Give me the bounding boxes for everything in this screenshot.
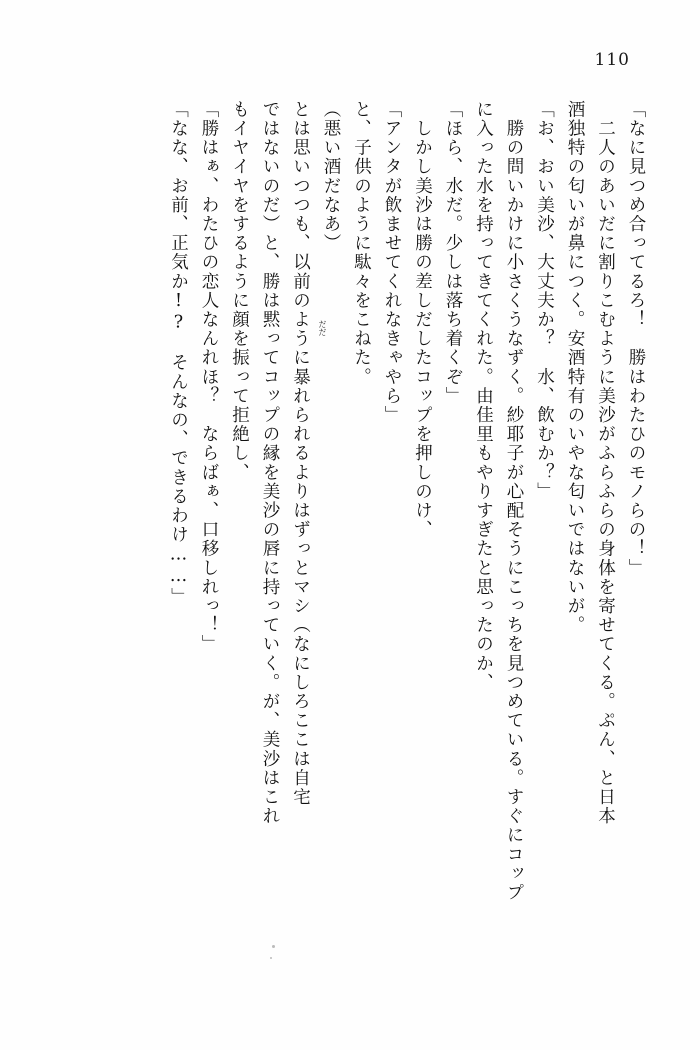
text-line: に入った水を持ってきてくれた。由佳里もやりすぎたと思ったのか、: [473, 100, 494, 693]
text-line: 二人のあいだに割りこむように美沙がふらふらの身体を寄せてくる。ぷん、と日本: [595, 100, 616, 826]
text-line: 「勝はぁ、わたひの恋人なんれほ？ ならばぁ、口移しれっ！」: [199, 100, 219, 654]
text-line: とは思いつつも、以前のように暴れられるよりはずっとマシ（なにしろここは自宅: [290, 100, 311, 807]
paper-speck: [270, 957, 272, 959]
text-line: 「ほら、水だ。少しは落ち着くぞ」: [443, 100, 463, 406]
text-line: 「なな、お前、正気か!? そんなの、できるわけ……」: [168, 100, 189, 607]
page-number: 110: [594, 50, 630, 70]
text-line: と、子供のように駄々をこねた。: [351, 100, 372, 387]
text-line: もイヤイヤをするように顔を振って拒絶し、: [229, 100, 250, 482]
text-line: しかし美沙は勝の差しだしたコップを押しのけ、: [412, 100, 433, 540]
vertical-text-block: [56, 100, 644, 930]
text-line: 「アンタが飲ませてくれなきゃやら」: [382, 100, 402, 425]
text-line: 勝の問いかけに小さくうなずく。紗耶子が心配そうにこっちを見つめている。すぐにコップ: [504, 100, 524, 903]
paper-speck: [272, 945, 275, 948]
text-line: 「お、おい美沙、大丈夫か？ 水、飲むか？」: [534, 100, 555, 502]
text-line: ではないのだ）と、勝は黙ってコップの縁を美沙の唇に持っていく。が、美沙はこれ: [260, 100, 280, 826]
text-line: 酒独特の匂いが鼻につく。安酒特有のいやな匂いではないが。: [565, 100, 585, 635]
text-line: （悪い酒だなあ）: [321, 100, 341, 253]
text-line: 「なに見つめ合ってるろ！ 勝はわたひのモノらの！」: [626, 100, 646, 578]
ruby-annotation: だだ: [318, 320, 327, 336]
